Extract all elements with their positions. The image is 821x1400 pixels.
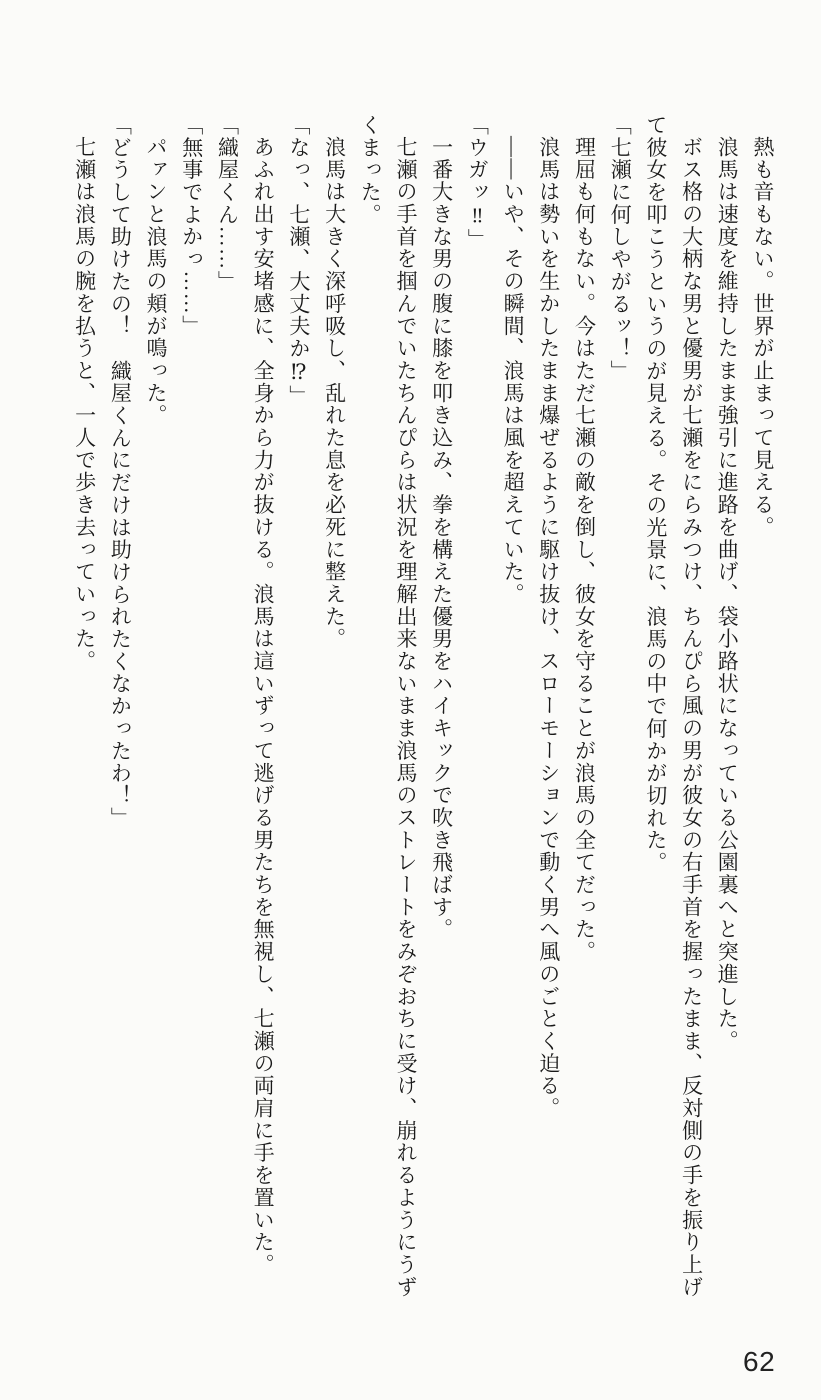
text-line: あふれ出す安堵感に、全身から力が抜ける。浪馬は這いずって逃げる男たちを無視し、七瀬の両肩に手を置いた。 <box>251 136 276 1277</box>
text-line: 一番大きな男の腹に膝を叩き込み、拳を構えた優男をハイキックで吹き飛ばす。 <box>429 136 454 941</box>
text-line: て彼女を叩こうというのが見える。その光景に、浪馬の中で何かが切れた。 <box>643 114 668 874</box>
text-line: 「ウガッ‼」 <box>465 114 490 252</box>
text-line: 浪馬は大きく深呼吸し、乱れた息を必死に整えた。 <box>322 136 347 651</box>
text-line: 「どうして助けたの！ 織屋くんにだけは助けられたくなかったわ！」 <box>108 114 133 830</box>
text-line: 熱も音もない。世界が止まって見える。 <box>751 136 775 539</box>
text-line: くまった。 <box>358 114 383 226</box>
text-line: 浪馬は速度を維持したまま強引に進路を曲げ、袋小路状になっている公園裏へと突進した。 <box>715 136 740 1053</box>
text-line: 理屈も何もない。今はただ七瀬の敵を倒し、彼女を守ることが浪馬の全てだった。 <box>572 136 597 964</box>
text-line: 「七瀬に何しやがるッ！」 <box>608 114 633 383</box>
page-number: 62 <box>743 1346 776 1377</box>
text-line: 浪馬は勢いを生かしたまま爆ぜるように駆け抜け、スローモーションで動く男へ風のごとく迫る。 <box>536 136 561 1120</box>
text-line: 七瀬の手首を掴んでいたちんぴらは状況を理解出来ないまま浪馬のストレートをみぞおちに受け、崩れるようにうず <box>393 136 418 1299</box>
text-line: パァンと浪馬の頬が鳴った。 <box>144 136 169 427</box>
text-line: 七瀬は浪馬の腕を払うと、一人で歩き去っていった。 <box>72 136 97 673</box>
text-line: 「無事でよかっ……」 <box>179 114 204 338</box>
vertical-text-block <box>64 114 780 1386</box>
text-line: 「織屋くん……」 <box>215 114 240 293</box>
text-line: 「なっ、七瀬、大丈夫か⁉」 <box>286 114 311 408</box>
text-line: ボス格の大柄な男と優男が七瀬をにらみつけ、ちんぴら風の男が彼女の右手首を握ったまま、反対側の手を振り上げ <box>679 136 704 1299</box>
text-line: ――いや、その瞬間、浪馬は風を超えていた。 <box>501 136 526 606</box>
